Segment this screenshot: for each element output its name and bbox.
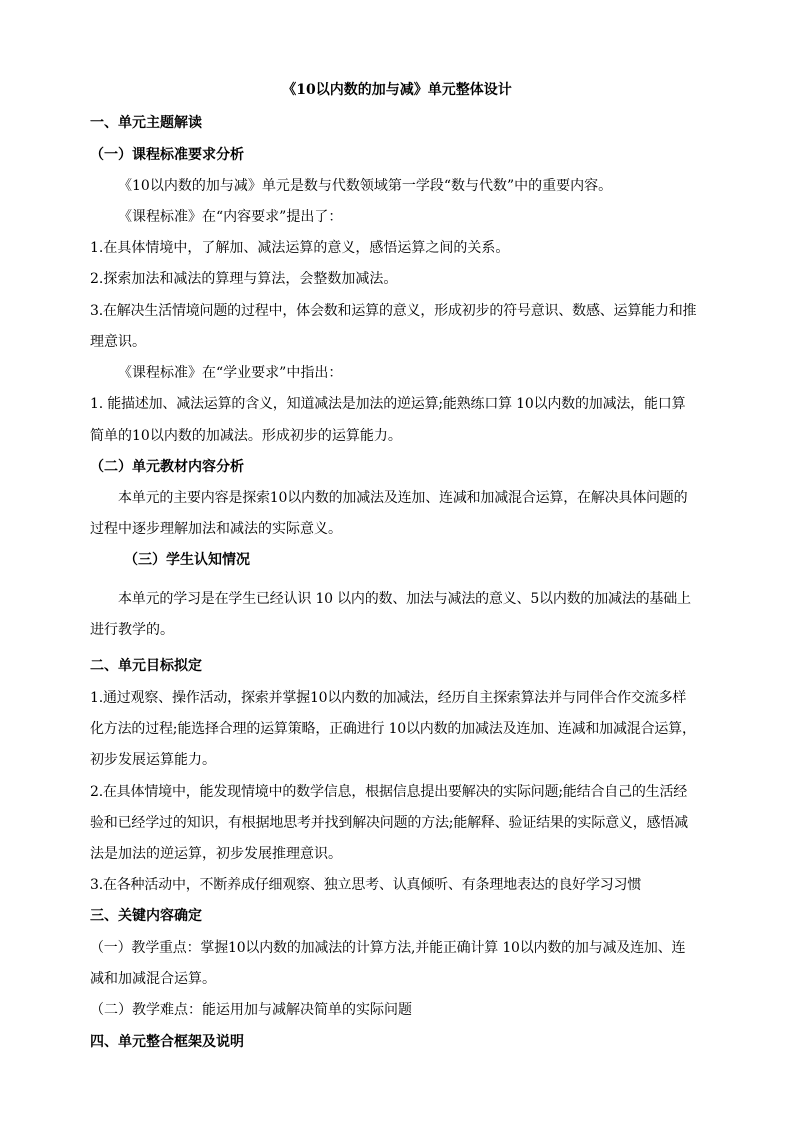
page-title: 《10以内数的加与减》单元整体设计 — [282, 82, 512, 98]
list-item-content-3-line1: 3.在解决生活情境问题的过程中，体会数和运算的意义，形成初步的符号意识、数感、运算能力和推 — [90, 303, 697, 319]
key-point-line1: （一）教学重点：掌握10以内数的加减法的计算方法,并能正确计算 10以内数的加与减及连加、连 — [90, 940, 686, 956]
paragraph-study-requirement: 《课程标准》在“学业要求”中指出： — [118, 365, 343, 381]
subsection-heading-standards: （一）课程标准要求分析 — [90, 147, 244, 163]
section-heading-3: 三、关键内容确定 — [90, 908, 202, 924]
paragraph-content-requirement: 《课程标准》在“内容要求”提出了： — [118, 209, 343, 225]
difficulty-point: （二）教学难点：能运用加与减解决简单的实际问题 — [90, 1002, 412, 1018]
paragraph-cognition-line2: 进行教学的。 — [90, 622, 174, 638]
section-heading-4: 四、单元整合框架及说明 — [90, 1034, 244, 1050]
goal-1-line1: 1.通过观察、操作活动，探索并掌握10以内数的加减法，经历自主探索算法并与同伴合作交流多样 — [90, 690, 687, 706]
goal-1-line2: 化方法的过程;能选择合理的运算策略，正确进行 10以内数的加减法及连加、连减和加减混合运算， — [90, 721, 696, 737]
key-point-line2: 减和加减混合运算。 — [90, 971, 216, 987]
paragraph-textbook-line1: 本单元的主要内容是探索10以内数的加减法及连加、连减和加减混合运算，在解决具体问题的 — [118, 490, 688, 506]
goal-3: 3.在各种活动中，不断养成仔细观察、独立思考、认真倾听、有条理地表达的良好学习习惯 — [90, 877, 642, 893]
list-item-content-3-line2: 理意识。 — [90, 334, 146, 350]
subsection-heading-textbook: （二）单元教材内容分析 — [90, 459, 244, 475]
section-heading-2: 二、单元目标拟定 — [90, 658, 202, 674]
paragraph-intro: 《10以内数的加与减》单元是数与代数领域第一学段“数与代数”中的重要内容。 — [118, 178, 613, 194]
paragraph-textbook-line2: 过程中逐步理解加法和减法的实际意义。 — [90, 521, 342, 537]
paragraph-cognition-line1: 本单元的学习是在学生已经认识 10 以内的数、加法与减法的意义、5以内数的加减法的基础上 — [118, 591, 691, 607]
list-item-study-1-line1: 1. 能描述加、减法运算的含义，知道减法是加法的逆运算;能熟练口算 10以内数的加减法，能口算 — [90, 396, 686, 412]
goal-2-line3: 法是加法的逆运算，初步发展推理意识。 — [90, 846, 342, 862]
subsection-heading-cognition: （三）学生认知情况 — [124, 552, 250, 568]
section-heading-1: 一、单元主题解读 — [90, 115, 202, 131]
list-item-content-2: 2.探索加法和减法的算理与算法，会整数加减法。 — [90, 271, 398, 287]
list-item-study-1-line2: 简单的10以内数的加减法。形成初步的运算能力。 — [90, 428, 402, 444]
goal-2-line1: 2.在具体情境中，能发现情境中的数学信息，根据信息提出要解决的实际问题;能结合自己的生活经 — [90, 784, 688, 800]
goal-1-line3: 初步发展运算能力。 — [90, 752, 216, 768]
goal-2-line2: 验和已经学过的知识，有根据地思考并找到解决问题的方法;能解释、验证结果的实际意义，感悟减 — [90, 815, 688, 831]
list-item-content-1: 1.在具体情境中，了解加、减法运算的意义，感悟运算之间的关系。 — [90, 240, 510, 256]
